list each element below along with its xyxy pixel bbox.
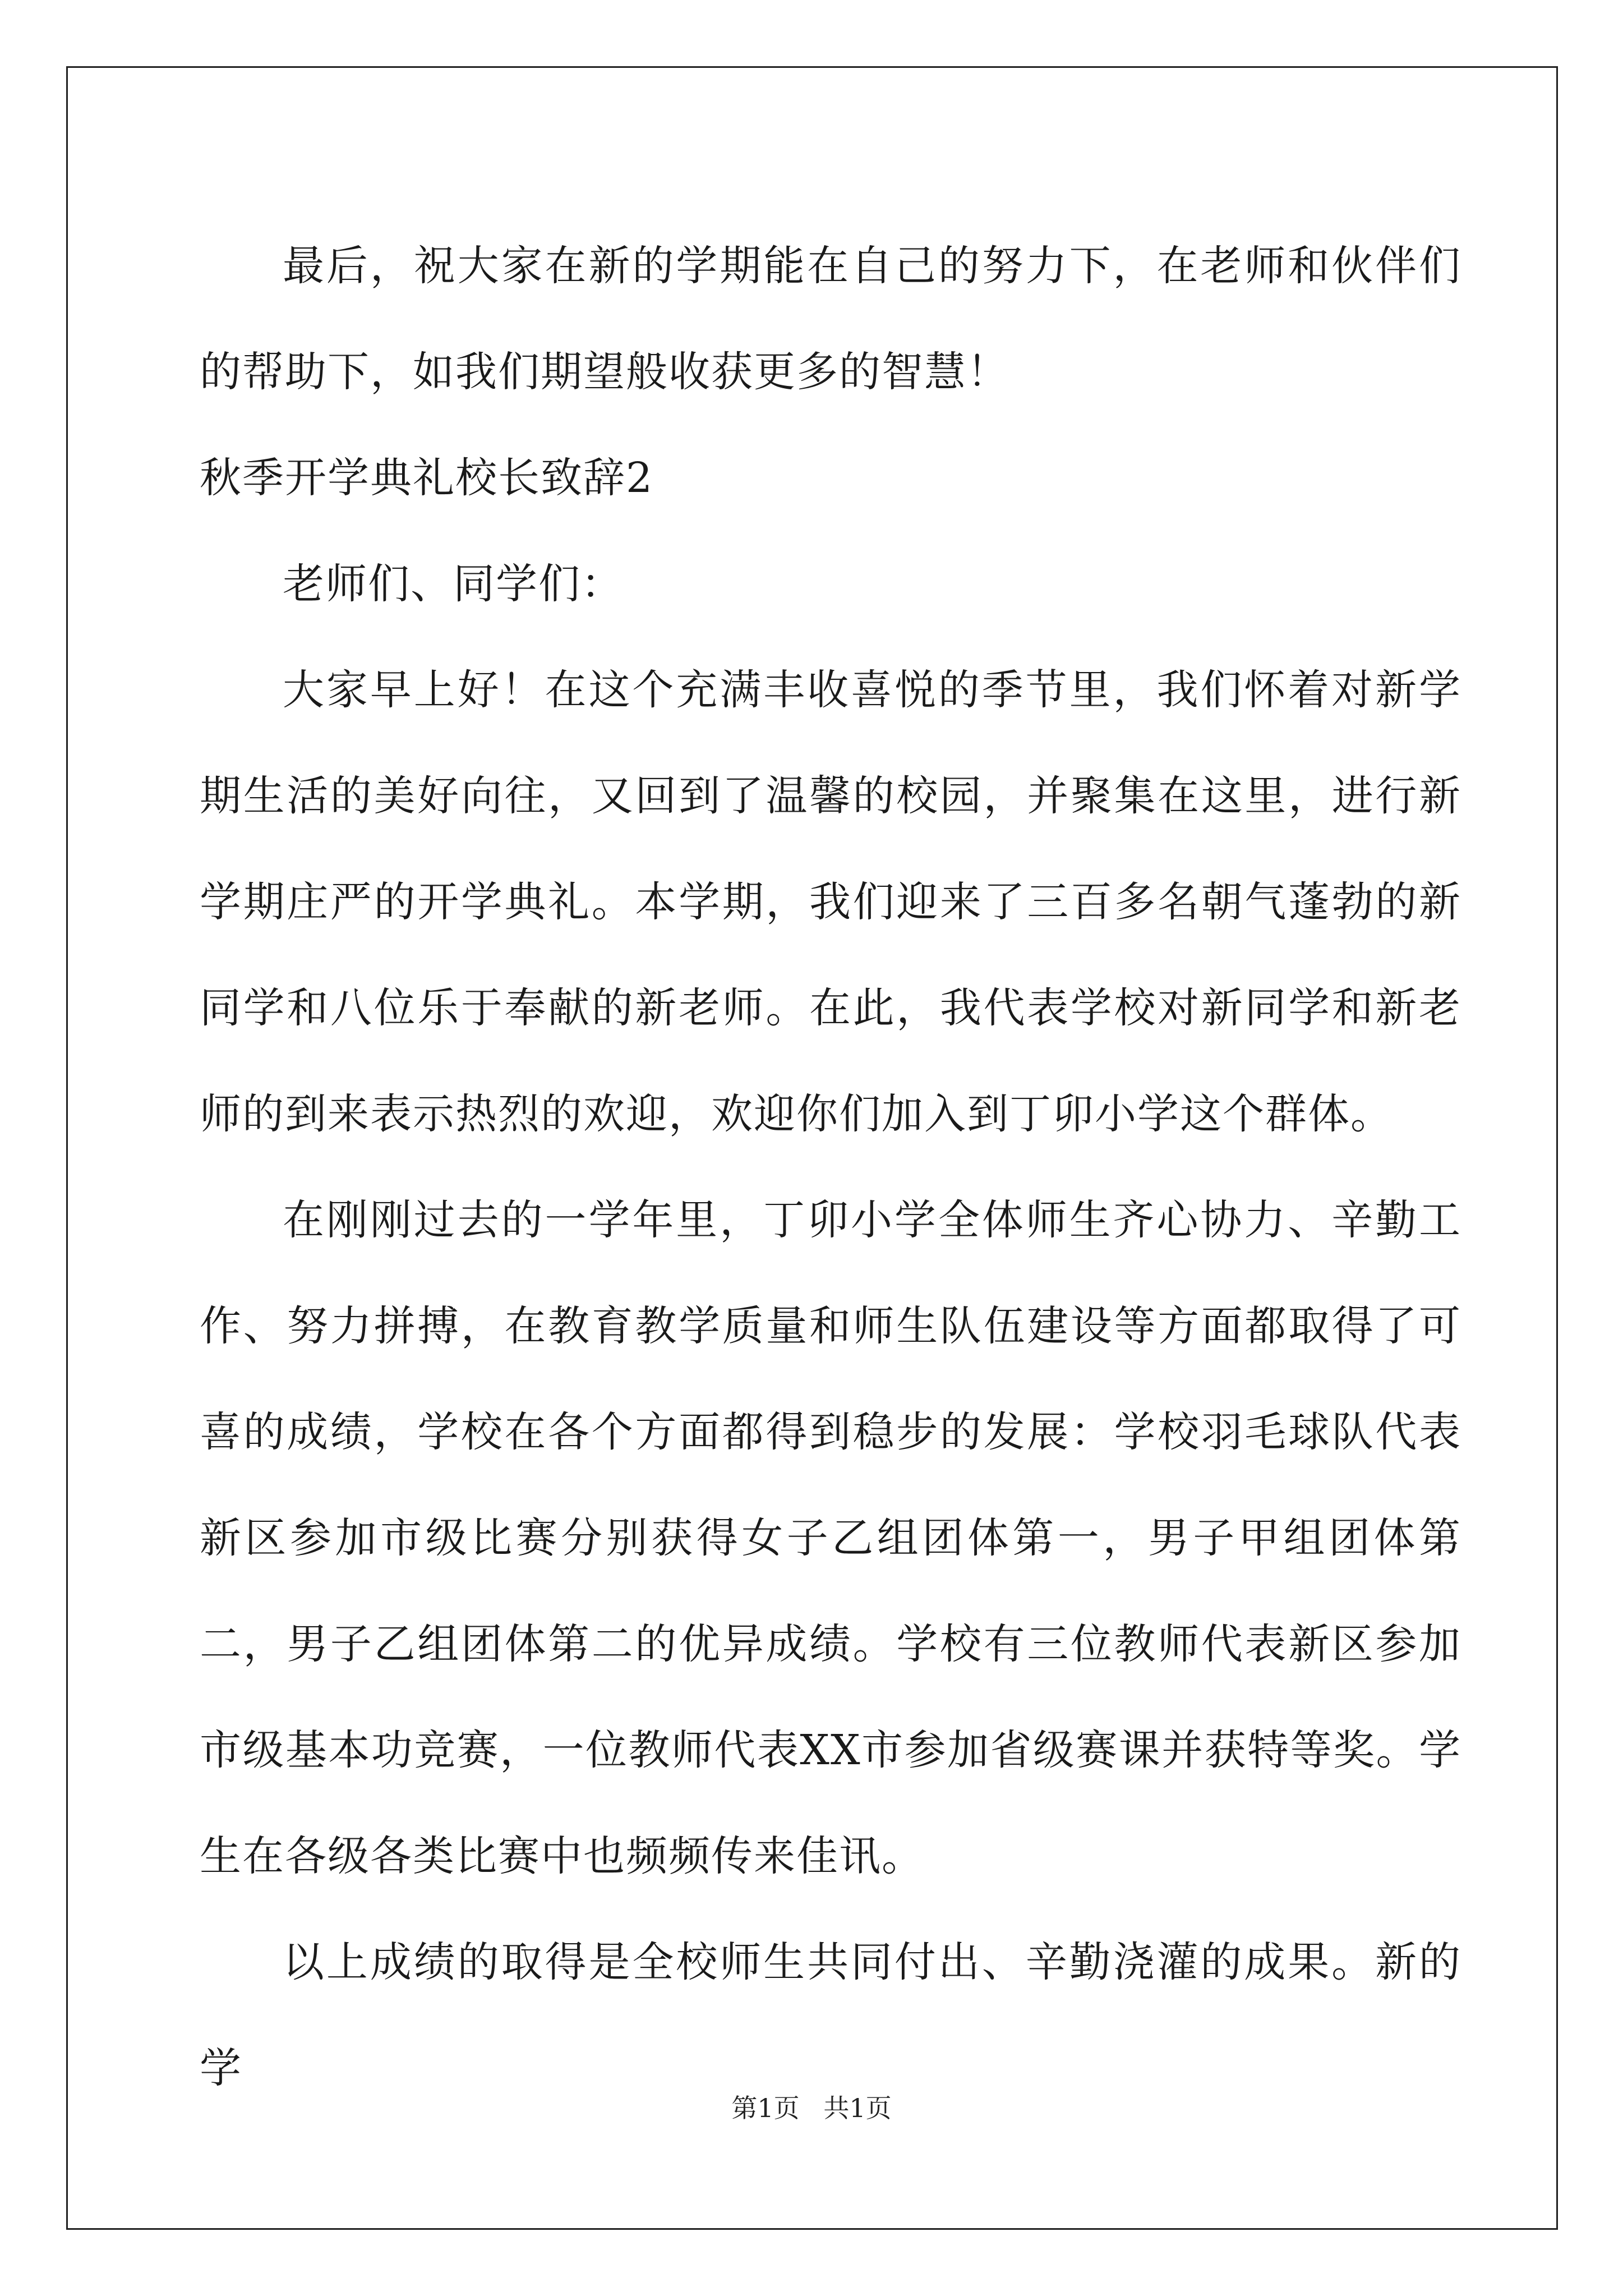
- document-body: [200, 213, 1461, 2122]
- paragraph-achievements: 在刚刚过去的一学年里，丁卯小学全体师生齐心协力、辛勤工作、努力拼搏，在教育教学质量和师生队伍建设等方面都取得了可喜的成绩，学校在各个方面都得到稳步的发展：学校羽毛球队代表新区参加市级比赛分别获得女子乙组团体第一，男子甲组团体第二，男子乙组团体第二的优异成绩。学校有三位教师代表新区参加市级基本功竞赛，一位教师代表XX市参加省级赛课并获特等奖。学生在各级各类比赛中也频频传来佳讯。: [200, 1196, 1461, 1880]
- paragraph-salutation: 老师们、同学们：: [283, 560, 624, 608]
- section-heading: 秋季开学典礼校长致辞2: [200, 454, 654, 502]
- page-number: 第1页: [731, 2093, 800, 2123]
- page-total: 共1页: [823, 2093, 892, 2123]
- page-footer: [0, 2088, 1623, 2125]
- paragraph-greeting: 大家早上好！在这个充满丰收喜悦的季节里，我们怀着对新学期生活的美好向往，又回到了温馨的校园，并聚集在这里，进行新学期庄严的开学典礼。本学期，我们迎来了三百多名朝气蓬勃的新同学和八位乐于奉献的新老师。在此，我代表学校对新同学和新老师的到来表示热烈的欢迎，欢迎你们加入到丁卯小学这个群体。: [200, 666, 1461, 1138]
- paragraph-results: 以上成绩的取得是全校师生共同付出、辛勤浇灌的成果。新的学: [200, 1938, 1461, 2092]
- paragraph-closing-wish: 最后，祝大家在新的学期能在自己的努力下，在老师和伙伴们的帮助下，如我们期望般收获更多的智慧！: [200, 242, 1461, 396]
